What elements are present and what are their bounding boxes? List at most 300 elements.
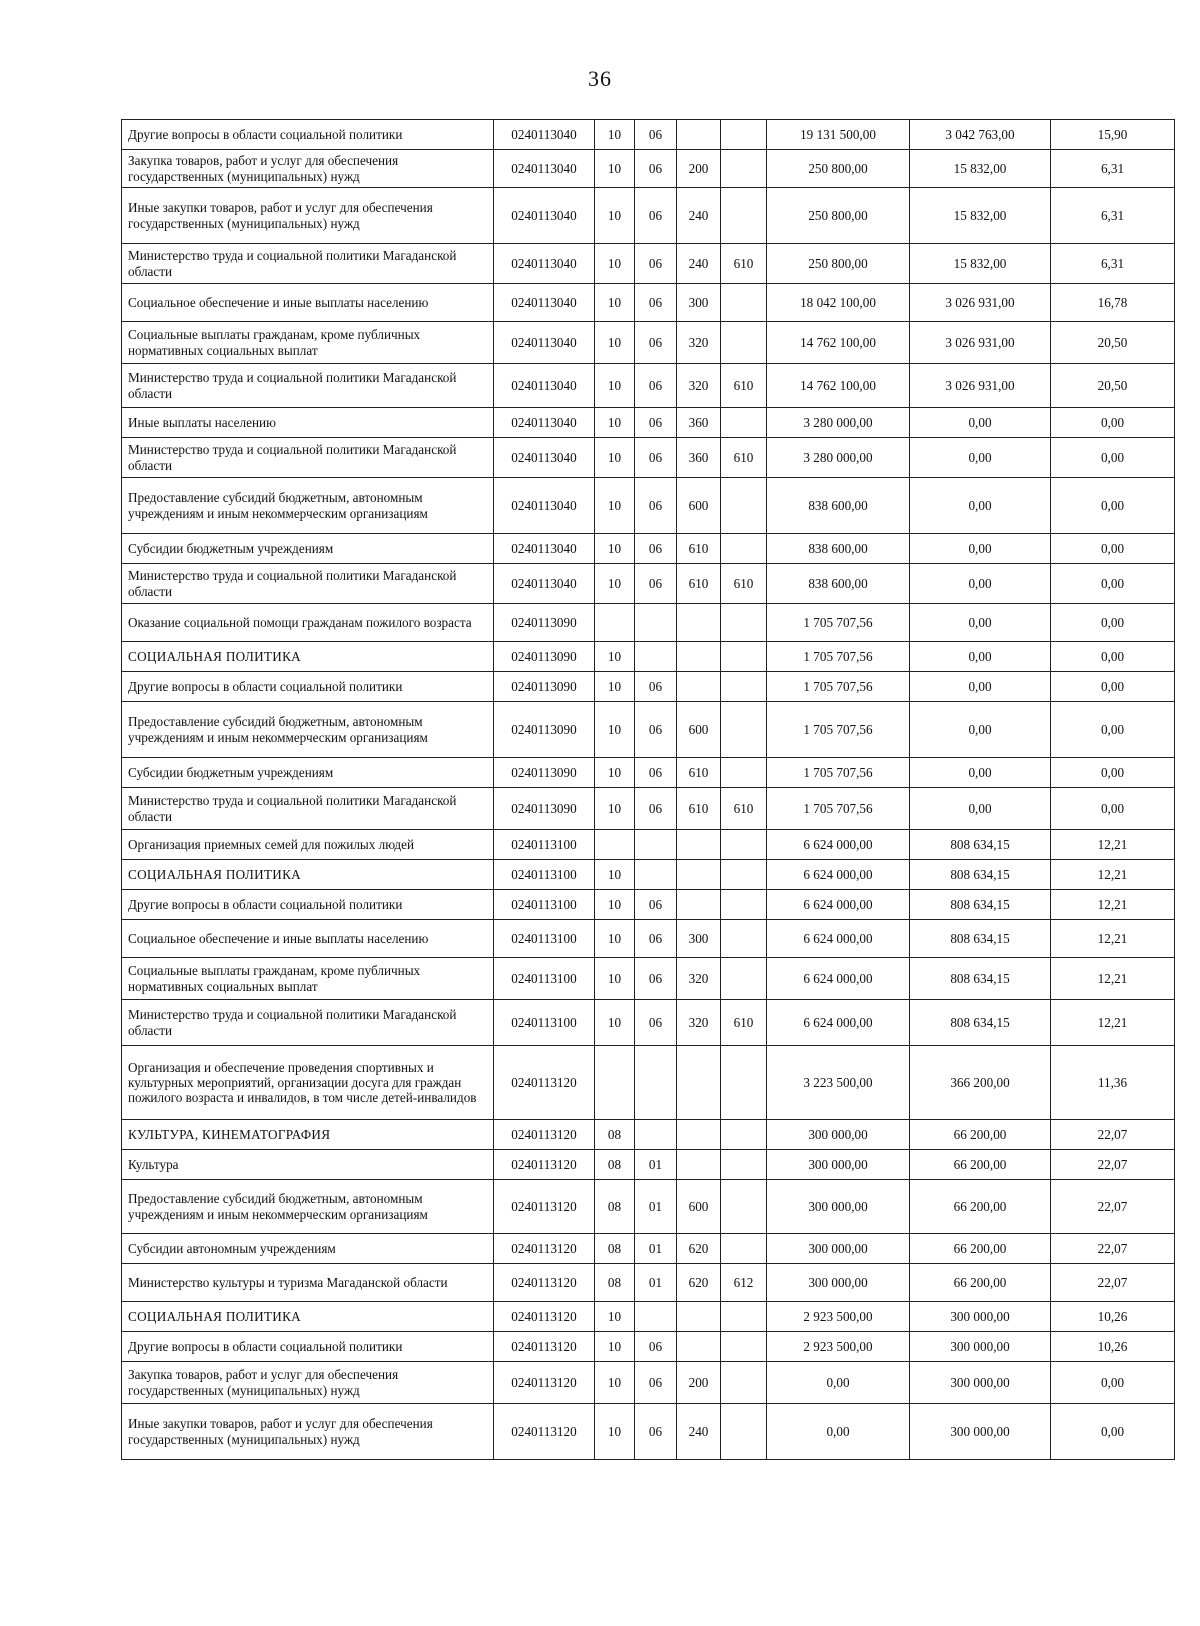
cell-subsection: 01 <box>635 1264 677 1302</box>
cell-planned: 6 624 000,00 <box>767 830 910 860</box>
cell-administrator: 610 <box>721 564 767 604</box>
cell-planned: 250 800,00 <box>767 188 910 244</box>
cell-administrator <box>721 534 767 564</box>
table-row <box>122 1046 1175 1120</box>
cell-executed: 0,00 <box>910 408 1051 438</box>
cell-administrator <box>721 478 767 534</box>
cell-planned: 1 705 707,56 <box>767 642 910 672</box>
cell-section: 10 <box>595 860 635 890</box>
cell-executed: 15 832,00 <box>910 188 1051 244</box>
cell-planned: 300 000,00 <box>767 1264 910 1302</box>
cell-target-article: 0240113120 <box>494 1046 595 1120</box>
table-row <box>122 438 1175 478</box>
cell-expense-type: 320 <box>677 364 721 408</box>
cell-target-article: 0240113040 <box>494 438 595 478</box>
cell-administrator: 612 <box>721 1264 767 1302</box>
cell-name: СОЦИАЛЬНАЯ ПОЛИТИКА <box>122 860 494 890</box>
cell-name: Министерство труда и социальной политики Магаданской области <box>122 244 494 284</box>
cell-percent: 22,07 <box>1051 1120 1175 1150</box>
cell-administrator <box>721 1302 767 1332</box>
cell-executed: 66 200,00 <box>910 1180 1051 1234</box>
cell-administrator <box>721 958 767 1000</box>
cell-percent: 12,21 <box>1051 1000 1175 1046</box>
budget-table <box>121 119 1175 1460</box>
cell-subsection: 06 <box>635 284 677 322</box>
table-row <box>122 1264 1175 1302</box>
table-row <box>122 408 1175 438</box>
cell-percent: 6,31 <box>1051 188 1175 244</box>
cell-section: 10 <box>595 534 635 564</box>
cell-subsection: 06 <box>635 438 677 478</box>
cell-percent: 0,00 <box>1051 1404 1175 1460</box>
cell-percent: 0,00 <box>1051 534 1175 564</box>
cell-section: 08 <box>595 1234 635 1264</box>
cell-percent: 0,00 <box>1051 478 1175 534</box>
cell-name: Министерство труда и социальной политики Магаданской области <box>122 364 494 408</box>
cell-name: Субсидии бюджетным учреждениям <box>122 758 494 788</box>
cell-target-article: 0240113100 <box>494 958 595 1000</box>
cell-percent: 0,00 <box>1051 604 1175 642</box>
cell-section: 10 <box>595 920 635 958</box>
cell-name: Социальные выплаты гражданам, кроме публичных нормативных социальных выплат <box>122 322 494 364</box>
cell-executed: 300 000,00 <box>910 1404 1051 1460</box>
cell-name: Иные выплаты населению <box>122 408 494 438</box>
cell-executed: 0,00 <box>910 788 1051 830</box>
cell-percent: 22,07 <box>1051 1180 1175 1234</box>
cell-percent: 6,31 <box>1051 150 1175 188</box>
cell-name: Закупка товаров, работ и услуг для обеспечения государственных (муниципальных) нужд <box>122 1362 494 1404</box>
budget-table-body <box>122 120 1175 1460</box>
cell-percent: 12,21 <box>1051 920 1175 958</box>
cell-executed: 3 026 931,00 <box>910 284 1051 322</box>
cell-planned: 3 280 000,00 <box>767 438 910 478</box>
cell-subsection: 06 <box>635 534 677 564</box>
cell-executed: 0,00 <box>910 438 1051 478</box>
cell-subsection: 06 <box>635 672 677 702</box>
table-row <box>122 958 1175 1000</box>
cell-administrator <box>721 890 767 920</box>
cell-executed: 66 200,00 <box>910 1234 1051 1264</box>
cell-percent: 12,21 <box>1051 958 1175 1000</box>
table-row <box>122 1234 1175 1264</box>
cell-percent: 0,00 <box>1051 788 1175 830</box>
cell-planned: 6 624 000,00 <box>767 860 910 890</box>
cell-subsection: 06 <box>635 1362 677 1404</box>
cell-planned: 6 624 000,00 <box>767 920 910 958</box>
cell-subsection: 06 <box>635 120 677 150</box>
cell-subsection: 06 <box>635 702 677 758</box>
cell-executed: 0,00 <box>910 672 1051 702</box>
cell-expense-type: 620 <box>677 1234 721 1264</box>
cell-planned: 250 800,00 <box>767 150 910 188</box>
table-row <box>122 1302 1175 1332</box>
cell-expense-type: 240 <box>677 188 721 244</box>
cell-executed: 3 042 763,00 <box>910 120 1051 150</box>
table-row <box>122 1150 1175 1180</box>
cell-subsection: 06 <box>635 1404 677 1460</box>
cell-expense-type: 200 <box>677 1362 721 1404</box>
cell-section <box>595 830 635 860</box>
cell-target-article: 0240113040 <box>494 408 595 438</box>
cell-percent: 16,78 <box>1051 284 1175 322</box>
cell-administrator <box>721 672 767 702</box>
cell-target-article: 0240113120 <box>494 1180 595 1234</box>
cell-target-article: 0240113040 <box>494 564 595 604</box>
cell-subsection: 06 <box>635 478 677 534</box>
cell-subsection <box>635 1120 677 1150</box>
cell-percent: 10,26 <box>1051 1332 1175 1362</box>
cell-target-article: 0240113090 <box>494 758 595 788</box>
cell-administrator <box>721 920 767 958</box>
table-row <box>122 284 1175 322</box>
cell-administrator <box>721 1332 767 1362</box>
cell-target-article: 0240113040 <box>494 244 595 284</box>
cell-section: 10 <box>595 672 635 702</box>
cell-name: Предоставление субсидий бюджетным, автономным учреждениям и иным некоммерческим организациям <box>122 478 494 534</box>
cell-section: 08 <box>595 1150 635 1180</box>
table-row <box>122 672 1175 702</box>
cell-planned: 300 000,00 <box>767 1120 910 1150</box>
cell-target-article: 0240113040 <box>494 120 595 150</box>
cell-name: Иные закупки товаров, работ и услуг для обеспечения государственных (муниципальных) нужд <box>122 188 494 244</box>
cell-planned: 300 000,00 <box>767 1150 910 1180</box>
cell-administrator <box>721 702 767 758</box>
cell-expense-type <box>677 642 721 672</box>
cell-executed: 66 200,00 <box>910 1264 1051 1302</box>
cell-subsection <box>635 1046 677 1120</box>
cell-expense-type <box>677 1150 721 1180</box>
table-row <box>122 1332 1175 1362</box>
cell-administrator: 610 <box>721 438 767 478</box>
cell-target-article: 0240113100 <box>494 830 595 860</box>
cell-administrator <box>721 1120 767 1150</box>
cell-subsection: 01 <box>635 1234 677 1264</box>
cell-executed: 0,00 <box>910 702 1051 758</box>
cell-target-article: 0240113100 <box>494 860 595 890</box>
cell-percent: 0,00 <box>1051 564 1175 604</box>
cell-expense-type: 600 <box>677 702 721 758</box>
table-row <box>122 830 1175 860</box>
cell-percent: 15,90 <box>1051 120 1175 150</box>
cell-section: 10 <box>595 120 635 150</box>
table-row <box>122 702 1175 758</box>
cell-target-article: 0240113120 <box>494 1404 595 1460</box>
cell-planned: 14 762 100,00 <box>767 322 910 364</box>
cell-subsection: 06 <box>635 188 677 244</box>
cell-executed: 808 634,15 <box>910 830 1051 860</box>
cell-percent: 22,07 <box>1051 1234 1175 1264</box>
cell-target-article: 0240113100 <box>494 890 595 920</box>
table-row <box>122 1404 1175 1460</box>
cell-planned: 2 923 500,00 <box>767 1332 910 1362</box>
cell-percent: 12,21 <box>1051 890 1175 920</box>
cell-expense-type <box>677 830 721 860</box>
cell-administrator <box>721 322 767 364</box>
cell-subsection: 01 <box>635 1180 677 1234</box>
cell-planned: 838 600,00 <box>767 478 910 534</box>
cell-name: Субсидии автономным учреждениям <box>122 1234 494 1264</box>
cell-percent: 0,00 <box>1051 438 1175 478</box>
cell-section: 10 <box>595 890 635 920</box>
cell-name: Социальные выплаты гражданам, кроме публичных нормативных социальных выплат <box>122 958 494 1000</box>
cell-executed: 3 026 931,00 <box>910 364 1051 408</box>
cell-section: 10 <box>595 564 635 604</box>
cell-executed: 0,00 <box>910 604 1051 642</box>
cell-name: Министерство труда и социальной политики Магаданской области <box>122 1000 494 1046</box>
cell-section: 10 <box>595 788 635 830</box>
cell-planned: 19 131 500,00 <box>767 120 910 150</box>
table-row <box>122 920 1175 958</box>
table-row <box>122 1000 1175 1046</box>
cell-section: 10 <box>595 1404 635 1460</box>
cell-section: 10 <box>595 284 635 322</box>
cell-expense-type <box>677 890 721 920</box>
cell-expense-type: 300 <box>677 284 721 322</box>
cell-expense-type: 600 <box>677 1180 721 1234</box>
cell-percent: 10,26 <box>1051 1302 1175 1332</box>
cell-name: Другие вопросы в области социальной политики <box>122 1332 494 1362</box>
cell-planned: 18 042 100,00 <box>767 284 910 322</box>
cell-section: 10 <box>595 322 635 364</box>
table-row <box>122 150 1175 188</box>
cell-expense-type <box>677 1332 721 1362</box>
cell-executed: 66 200,00 <box>910 1150 1051 1180</box>
cell-expense-type <box>677 604 721 642</box>
cell-name: Закупка товаров, работ и услуг для обеспечения государственных (муниципальных) нужд <box>122 150 494 188</box>
page-number: 36 <box>588 66 612 91</box>
cell-planned: 250 800,00 <box>767 244 910 284</box>
cell-name: Субсидии бюджетным учреждениям <box>122 534 494 564</box>
table-row <box>122 478 1175 534</box>
cell-percent: 6,31 <box>1051 244 1175 284</box>
cell-target-article: 0240113090 <box>494 788 595 830</box>
cell-target-article: 0240113120 <box>494 1150 595 1180</box>
table-row <box>122 120 1175 150</box>
cell-executed: 15 832,00 <box>910 150 1051 188</box>
cell-target-article: 0240113040 <box>494 364 595 408</box>
cell-section: 08 <box>595 1264 635 1302</box>
cell-name: Другие вопросы в области социальной политики <box>122 120 494 150</box>
cell-target-article: 0240113100 <box>494 1000 595 1046</box>
table-row <box>122 1120 1175 1150</box>
cell-administrator <box>721 1404 767 1460</box>
cell-target-article: 0240113120 <box>494 1264 595 1302</box>
cell-name: Другие вопросы в области социальной политики <box>122 672 494 702</box>
cell-administrator <box>721 188 767 244</box>
cell-section: 10 <box>595 1302 635 1332</box>
cell-administrator: 610 <box>721 1000 767 1046</box>
cell-expense-type: 240 <box>677 1404 721 1460</box>
table-row <box>122 890 1175 920</box>
cell-subsection <box>635 604 677 642</box>
cell-executed: 808 634,15 <box>910 920 1051 958</box>
cell-subsection: 06 <box>635 758 677 788</box>
cell-section: 10 <box>595 958 635 1000</box>
cell-planned: 6 624 000,00 <box>767 1000 910 1046</box>
cell-section: 10 <box>595 408 635 438</box>
cell-target-article: 0240113040 <box>494 322 595 364</box>
cell-administrator <box>721 1362 767 1404</box>
cell-subsection <box>635 830 677 860</box>
cell-administrator <box>721 1234 767 1264</box>
cell-target-article: 0240113120 <box>494 1120 595 1150</box>
cell-percent: 12,21 <box>1051 830 1175 860</box>
cell-subsection: 06 <box>635 788 677 830</box>
cell-expense-type: 610 <box>677 788 721 830</box>
cell-expense-type <box>677 1120 721 1150</box>
cell-target-article: 0240113100 <box>494 920 595 958</box>
cell-planned: 0,00 <box>767 1404 910 1460</box>
cell-planned: 0,00 <box>767 1362 910 1404</box>
cell-target-article: 0240113120 <box>494 1234 595 1264</box>
cell-subsection: 06 <box>635 564 677 604</box>
cell-planned: 3 223 500,00 <box>767 1046 910 1120</box>
cell-planned: 14 762 100,00 <box>767 364 910 408</box>
cell-section: 10 <box>595 150 635 188</box>
cell-subsection: 01 <box>635 1150 677 1180</box>
cell-name: СОЦИАЛЬНАЯ ПОЛИТИКА <box>122 1302 494 1332</box>
cell-target-article: 0240113090 <box>494 702 595 758</box>
cell-planned: 300 000,00 <box>767 1234 910 1264</box>
cell-planned: 1 705 707,56 <box>767 758 910 788</box>
cell-executed: 3 026 931,00 <box>910 322 1051 364</box>
cell-executed: 15 832,00 <box>910 244 1051 284</box>
cell-expense-type: 600 <box>677 478 721 534</box>
cell-executed: 0,00 <box>910 564 1051 604</box>
cell-target-article: 0240113090 <box>494 642 595 672</box>
cell-administrator <box>721 604 767 642</box>
cell-expense-type: 240 <box>677 244 721 284</box>
cell-expense-type: 620 <box>677 1264 721 1302</box>
cell-name: Предоставление субсидий бюджетным, автономным учреждениям и иным некоммерческим организациям <box>122 702 494 758</box>
cell-target-article: 0240113040 <box>494 150 595 188</box>
table-row <box>122 1362 1175 1404</box>
cell-target-article: 0240113120 <box>494 1362 595 1404</box>
cell-section <box>595 1046 635 1120</box>
cell-administrator <box>721 860 767 890</box>
cell-target-article: 0240113090 <box>494 604 595 642</box>
cell-section: 10 <box>595 642 635 672</box>
cell-executed: 0,00 <box>910 534 1051 564</box>
cell-section: 08 <box>595 1120 635 1150</box>
table-row <box>122 1180 1175 1234</box>
cell-planned: 1 705 707,56 <box>767 788 910 830</box>
table-row <box>122 604 1175 642</box>
cell-name: Оказание социальной помощи гражданам пожилого возраста <box>122 604 494 642</box>
cell-executed: 0,00 <box>910 478 1051 534</box>
cell-administrator <box>721 830 767 860</box>
cell-subsection: 06 <box>635 364 677 408</box>
cell-expense-type <box>677 1046 721 1120</box>
cell-administrator <box>721 284 767 322</box>
cell-section: 10 <box>595 438 635 478</box>
cell-administrator: 610 <box>721 788 767 830</box>
cell-expense-type <box>677 672 721 702</box>
cell-subsection: 06 <box>635 1000 677 1046</box>
cell-executed: 300 000,00 <box>910 1362 1051 1404</box>
cell-planned: 3 280 000,00 <box>767 408 910 438</box>
cell-expense-type <box>677 1302 721 1332</box>
cell-subsection: 06 <box>635 1332 677 1362</box>
cell-section: 08 <box>595 1180 635 1234</box>
cell-subsection <box>635 860 677 890</box>
cell-section: 10 <box>595 364 635 408</box>
cell-subsection: 06 <box>635 244 677 284</box>
cell-expense-type: 200 <box>677 150 721 188</box>
cell-section: 10 <box>595 478 635 534</box>
cell-planned: 1 705 707,56 <box>767 604 910 642</box>
table-row <box>122 642 1175 672</box>
cell-subsection <box>635 1302 677 1332</box>
cell-executed: 808 634,15 <box>910 1000 1051 1046</box>
cell-administrator <box>721 1150 767 1180</box>
cell-planned: 838 600,00 <box>767 564 910 604</box>
cell-name: Социальное обеспечение и иные выплаты населению <box>122 920 494 958</box>
cell-percent: 20,50 <box>1051 322 1175 364</box>
cell-percent: 0,00 <box>1051 408 1175 438</box>
cell-executed: 808 634,15 <box>910 860 1051 890</box>
table-row <box>122 564 1175 604</box>
cell-executed: 808 634,15 <box>910 890 1051 920</box>
cell-executed: 300 000,00 <box>910 1302 1051 1332</box>
cell-percent: 0,00 <box>1051 758 1175 788</box>
cell-section: 10 <box>595 1362 635 1404</box>
cell-expense-type: 610 <box>677 564 721 604</box>
cell-name: КУЛЬТУРА, КИНЕМАТОГРАФИЯ <box>122 1120 494 1150</box>
cell-expense-type: 360 <box>677 408 721 438</box>
cell-executed: 0,00 <box>910 642 1051 672</box>
cell-target-article: 0240113040 <box>494 188 595 244</box>
table-row <box>122 788 1175 830</box>
cell-section: 10 <box>595 244 635 284</box>
cell-executed: 66 200,00 <box>910 1120 1051 1150</box>
cell-name: Предоставление субсидий бюджетным, автономным учреждениям и иным некоммерческим организациям <box>122 1180 494 1234</box>
cell-expense-type <box>677 860 721 890</box>
cell-section: 10 <box>595 702 635 758</box>
cell-target-article: 0240113040 <box>494 478 595 534</box>
cell-percent: 11,36 <box>1051 1046 1175 1120</box>
cell-subsection: 06 <box>635 150 677 188</box>
cell-name: Культура <box>122 1150 494 1180</box>
cell-name: Социальное обеспечение и иные выплаты населению <box>122 284 494 322</box>
table-row <box>122 244 1175 284</box>
table-row <box>122 860 1175 890</box>
cell-target-article: 0240113040 <box>494 284 595 322</box>
table-row <box>122 322 1175 364</box>
cell-planned: 6 624 000,00 <box>767 958 910 1000</box>
cell-subsection: 06 <box>635 408 677 438</box>
cell-administrator <box>721 150 767 188</box>
cell-name: СОЦИАЛЬНАЯ ПОЛИТИКА <box>122 642 494 672</box>
cell-percent: 0,00 <box>1051 642 1175 672</box>
cell-expense-type: 320 <box>677 1000 721 1046</box>
cell-planned: 300 000,00 <box>767 1180 910 1234</box>
cell-expense-type: 610 <box>677 534 721 564</box>
cell-name: Организация и обеспечение проведения спортивных и культурных мероприятий, организации досуга для граждан пожилого возраста и инвалидов, в том числе детей-инвалидов <box>122 1046 494 1120</box>
cell-executed: 808 634,15 <box>910 958 1051 1000</box>
table-row <box>122 758 1175 788</box>
cell-administrator <box>721 408 767 438</box>
cell-name: Министерство культуры и туризма Магаданской области <box>122 1264 494 1302</box>
cell-planned: 6 624 000,00 <box>767 890 910 920</box>
cell-name: Организация приемных семей для пожилых людей <box>122 830 494 860</box>
cell-subsection: 06 <box>635 920 677 958</box>
table-row <box>122 534 1175 564</box>
cell-percent: 0,00 <box>1051 1362 1175 1404</box>
cell-expense-type: 320 <box>677 322 721 364</box>
cell-administrator <box>721 1180 767 1234</box>
cell-expense-type: 300 <box>677 920 721 958</box>
